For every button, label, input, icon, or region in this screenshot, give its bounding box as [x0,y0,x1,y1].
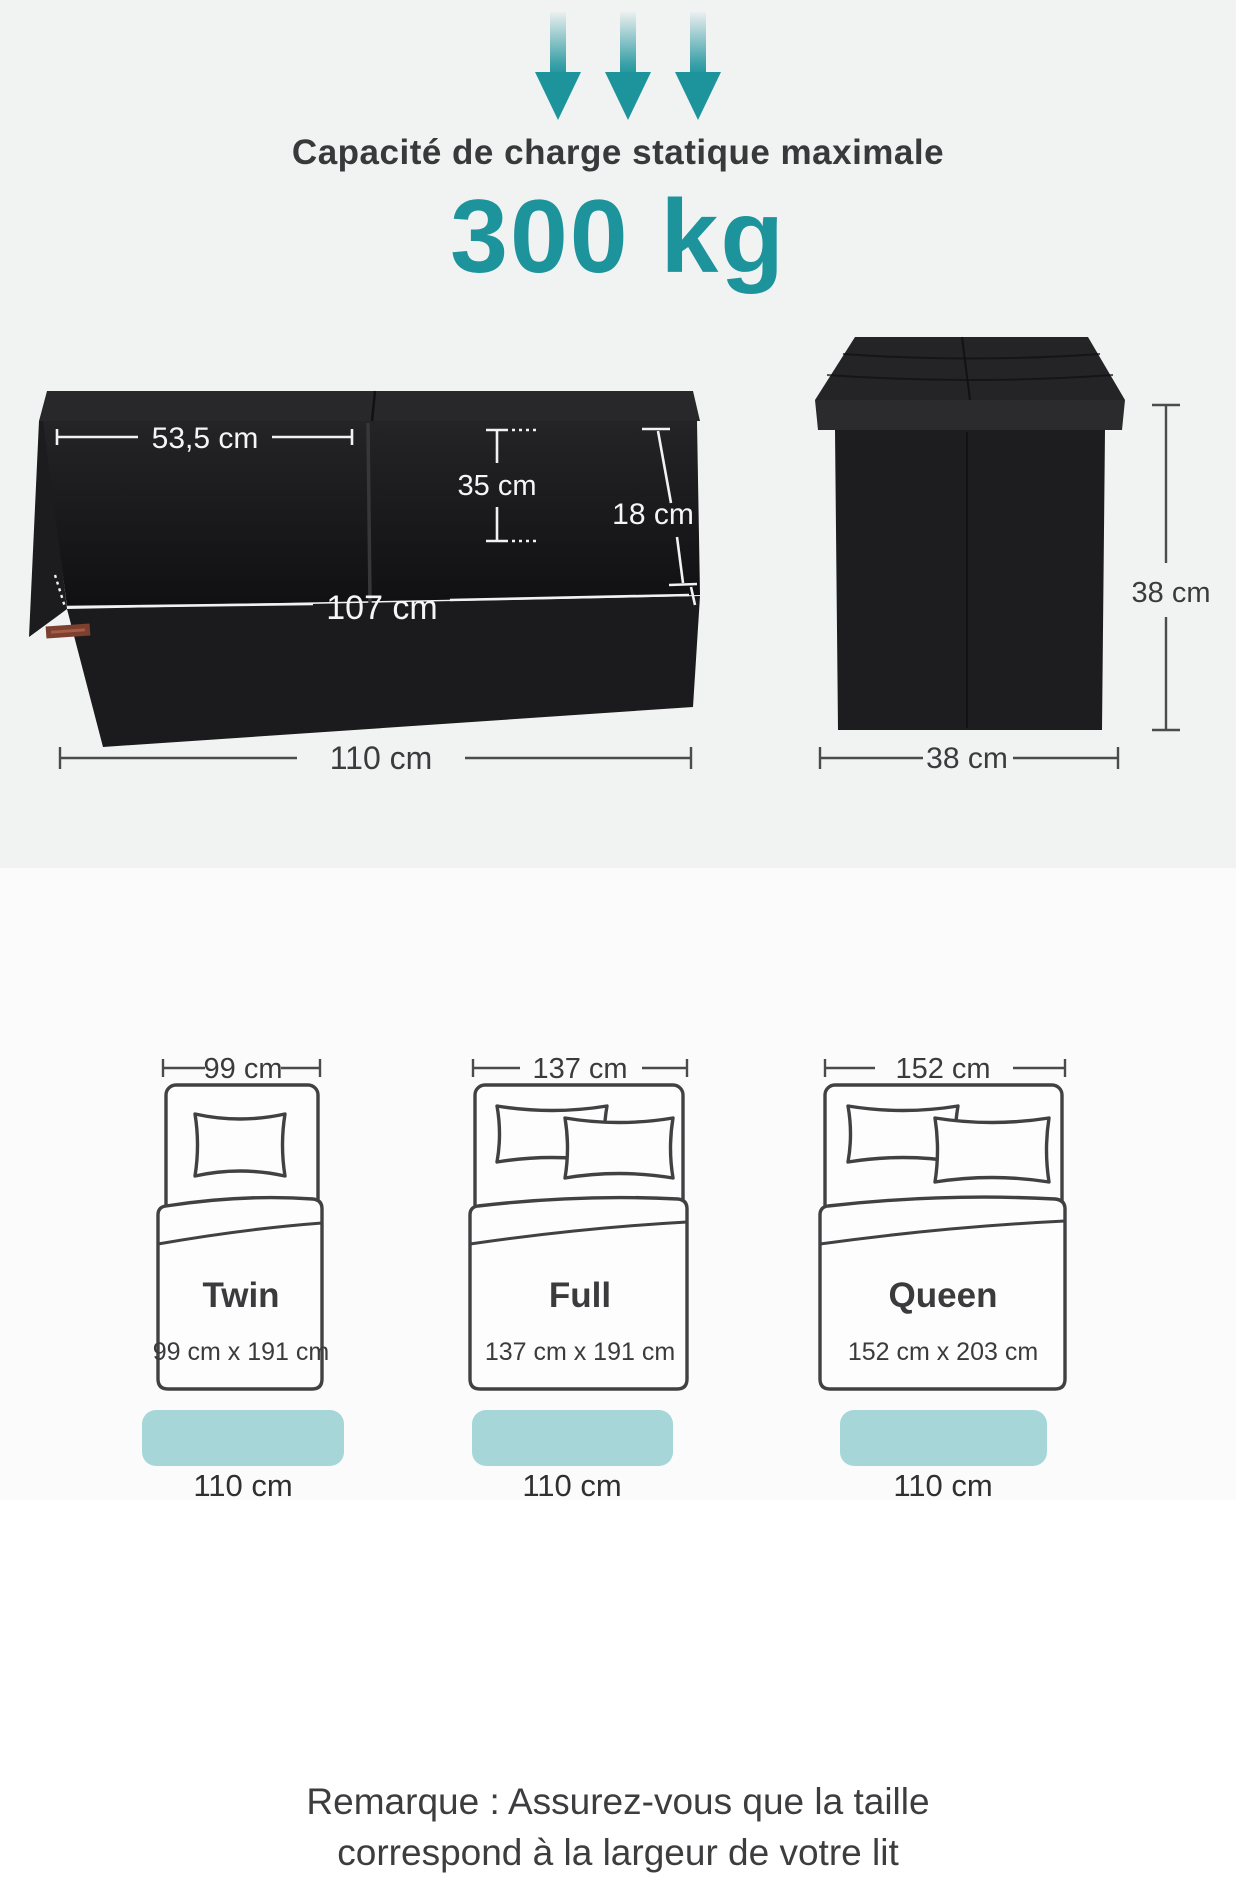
inner-height-label: 35 cm [457,470,537,502]
box-divider [368,423,370,603]
capacity-section [0,0,1236,868]
bed-size: 152 cm x 203 cm [847,1338,1039,1366]
box-lid [39,391,700,421]
measure-bed-width [473,1053,687,1085]
measure-bench-height [1132,405,1211,730]
pillow [935,1118,1049,1182]
bench-footprint-queen [840,1410,1047,1466]
bed-diagram-queen [783,1048,1103,1408]
section-width-label: 53,5 cm [151,422,259,455]
bed-size: 137 cm x 191 cm [484,1338,676,1366]
measure-bed-width [163,1053,320,1085]
down-arrows-icon [533,12,723,124]
bench-body [835,430,1105,730]
measure-outer-width [60,740,691,776]
outer-width-label: 110 cm [329,740,433,776]
open-box-illustration [25,385,705,780]
bench-width-label: 110 cm [522,1468,622,1503]
measure-bench-depth [820,742,1118,775]
bed-size: 99 cm x 191 cm [152,1338,330,1366]
down-arrow-icon [675,12,721,120]
pillow [565,1118,673,1178]
measure-bed-width [825,1053,1065,1085]
bed-width-label: 152 cm [895,1053,991,1085]
bench-footprint-full [472,1410,673,1466]
bed-width-label: 99 cm [203,1053,283,1085]
bed-name: Queen [888,1276,998,1315]
inner-width-label: 107 cm [326,589,438,627]
box-interior [43,421,700,607]
bench-lid-top [815,337,1125,400]
bed-size-note [0,1776,1236,1878]
load-capacity-title: Capacité de charge statique maximale [291,133,945,172]
bench-width-label: 110 cm [193,1468,293,1503]
bed-diagram-twin [83,1048,403,1408]
down-arrow-icon [535,12,581,120]
bench-height-label: 38 cm [1131,577,1211,609]
bench-lid-front [815,400,1125,430]
note-line-1: Remarque : Assurez-vous que la taille [306,1781,930,1822]
corner-dashes [702,601,710,627]
bed-diagram-full [420,1048,740,1408]
bench-side-illustration [795,330,1225,780]
bench-width-label: 110 cm [893,1468,993,1503]
bed-name: Twin [202,1276,280,1315]
load-capacity-value: 300 kg [450,179,786,295]
rim-height-label: 18 cm [612,498,694,531]
note-line-2: correspond à la largeur de votre lit [337,1832,899,1873]
pillow [195,1114,285,1176]
bench-depth-label: 38 cm [926,742,1008,775]
bed-name: Full [548,1276,612,1315]
bed-width-label: 137 cm [532,1053,628,1085]
bench-footprint-twin [142,1410,344,1466]
down-arrow-icon [605,12,651,120]
